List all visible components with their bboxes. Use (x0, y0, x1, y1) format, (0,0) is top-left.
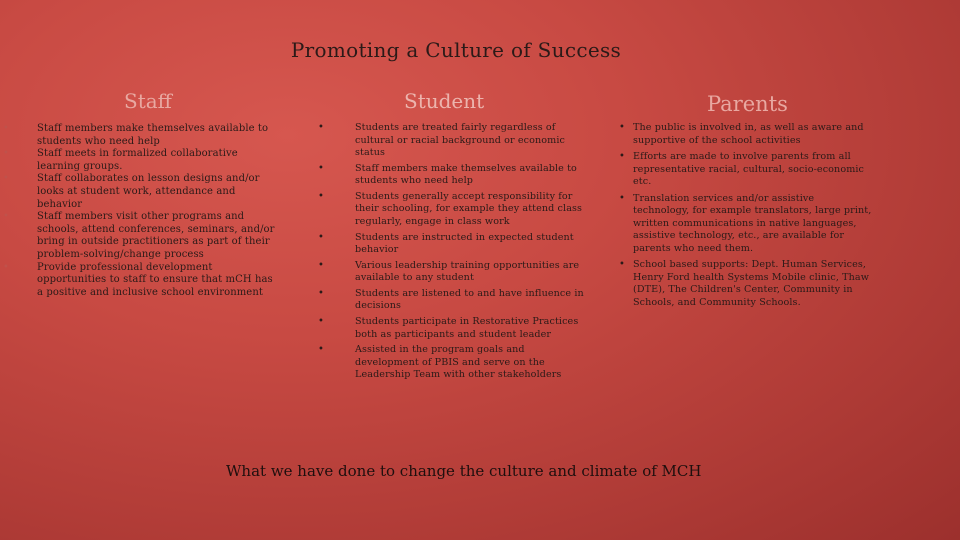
bullet-icon: • (619, 122, 625, 133)
staff-item-text: Staff meets in formalized collaborative learning groups. (37, 148, 238, 172)
slide-title: Promoting a Culture of Success (290, 38, 622, 62)
student-list-item (318, 287, 587, 313)
parents-list-item (619, 259, 873, 309)
parents-item-text: Translation services and/or assistive technology, for example translators, large print, written communications in native languages, assistive technology, etc., are available for parents who need them. (633, 192, 872, 254)
student-item-text: Various leadership training opportunities are available to any student (355, 259, 580, 284)
bullet-icon: • (619, 192, 625, 204)
student-list-item (318, 231, 587, 257)
staff-list-item (3, 261, 277, 300)
bullet-icon: • (318, 231, 324, 243)
student-item-text: Students are treated fairly regardless of cultural or racial background or economic status (355, 122, 566, 158)
staff-heading: Staff (124, 89, 172, 113)
student-item-text: Students are instructed in expected student behavior (355, 231, 574, 256)
student-list-item (318, 162, 587, 188)
student-list-item (318, 344, 587, 382)
bullet-icon: • (3, 123, 9, 134)
bullet-icon: • (619, 259, 625, 270)
student-list-item (318, 259, 587, 285)
parents-list-item (619, 192, 873, 256)
parents-list-item (619, 151, 873, 189)
staff-item-text: Staff members make themselves available to students who need help (37, 123, 269, 147)
bullet-icon: • (3, 148, 9, 160)
bullet-icon: • (318, 162, 324, 174)
staff-item-text: Staff collaborates on lesson designs and/or looks at student work, attendance and behavior (37, 173, 260, 210)
bullet-icon: • (3, 261, 9, 273)
bullet-icon: • (318, 316, 324, 328)
bullet-icon: • (3, 211, 9, 223)
student-item-text: Staff members make themselves available to students who need help (355, 162, 577, 187)
student-list-item (318, 316, 587, 341)
parents-list-item (619, 122, 873, 147)
student-item-text: Students are listened to and have influence in decisions (355, 287, 584, 312)
parents-list (619, 122, 873, 313)
bullet-icon: • (318, 122, 324, 133)
bullet-icon: • (318, 190, 324, 202)
parents-item-text: School based supports: Dept. Human Services, Henry Ford health Systems Mobile clinic, Thaw (DTE), The Children's Center, Community in Schools, and Community Schools. (633, 259, 870, 308)
student-list (318, 122, 587, 385)
parents-item-text: Efforts are made to involve parents from all representative racial, cultural, socio-economic etc. (633, 151, 865, 187)
student-heading: Student (404, 89, 485, 113)
parents-item-text: The public is involved in, as well as aware and supportive of the school activities (633, 122, 864, 146)
bullet-icon: • (318, 287, 324, 299)
student-list-item (318, 190, 587, 229)
staff-list-item (3, 148, 277, 173)
staff-item-text: Provide professional development opportunities to staff to ensure that mCH has a positive and inclusive school environment (37, 261, 273, 298)
bullet-icon: • (318, 344, 324, 356)
parents-heading: Parents (707, 92, 788, 116)
student-list-item (318, 122, 587, 160)
student-item-text: Students participate in Restorative Practices both as participants and student leader (355, 316, 579, 340)
staff-list (3, 123, 277, 299)
staff-list-item (3, 123, 277, 148)
staff-list-item (3, 173, 277, 211)
student-item-text: Students generally accept responsibility for their schooling, for example they attend class regularly, engage in class work (355, 190, 583, 227)
footer-caption: What we have done to change the culture and climate of MCH (226, 462, 702, 480)
staff-item-text: Staff members visit other programs and schools, attend conferences, seminars, and/or bring in outside practitioners as part of their problem-solving/change process (37, 211, 275, 260)
staff-list-item (3, 211, 277, 261)
bullet-icon: • (619, 151, 625, 162)
bullet-icon: • (318, 259, 324, 271)
student-item-text: Assisted in the program goals and development of PBIS and serve on the Leadership Team with other stakeholders (355, 344, 562, 381)
bullet-icon: • (3, 173, 9, 185)
